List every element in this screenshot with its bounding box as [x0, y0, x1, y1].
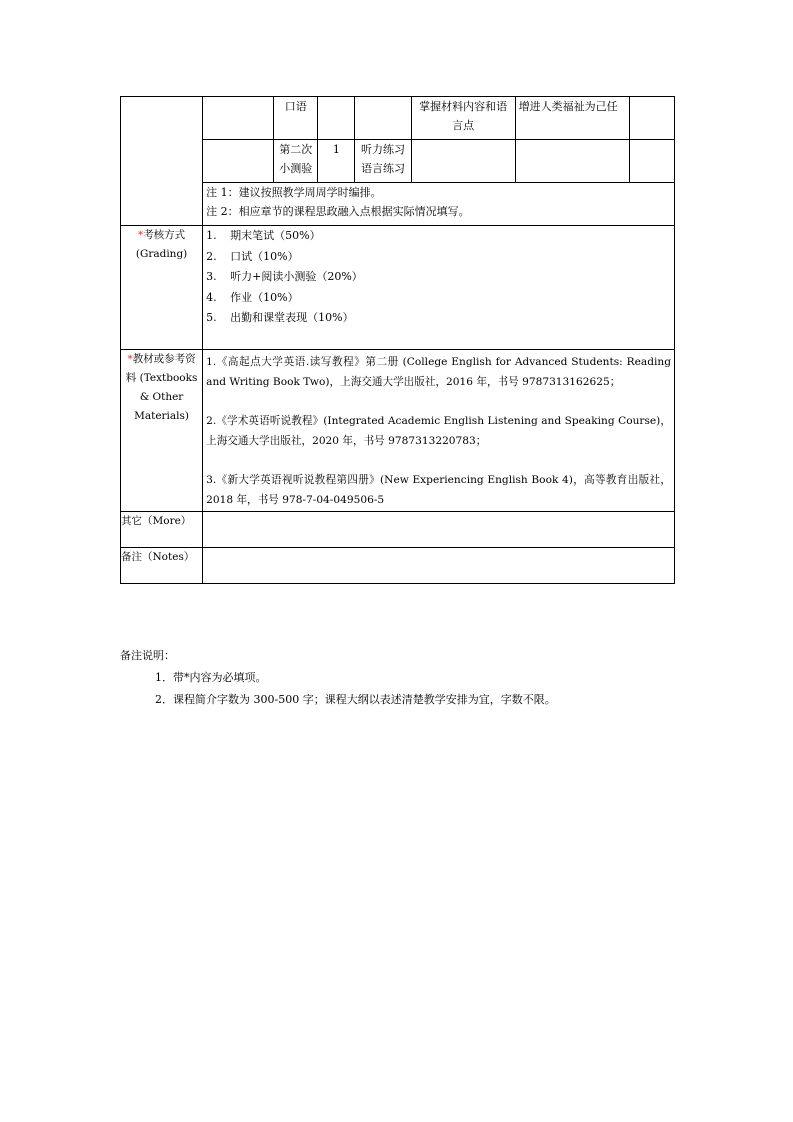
grading-items-cell: [203, 226, 675, 350]
textbooks-label-cell: *教材或参考资 料 (Textbooks & Other Materials): [121, 350, 203, 512]
schedule-note: 注 1：建议按照教学周周学时编排。: [206, 186, 382, 199]
grading-item: 5. 出勤和课堂表现（10%）: [206, 311, 354, 324]
remark-cell: [629, 97, 674, 140]
grading-item: 4. 作业（10%）: [206, 290, 299, 304]
practice-form-cell: [355, 97, 411, 140]
grading-row: [121, 226, 675, 350]
schedule-week-cell: [203, 97, 274, 140]
required-mark: *: [127, 353, 133, 365]
schedule-note: 注 2：相应章节的课程思政融入点根据实际情况填写。: [206, 205, 470, 218]
textbooks-row: [121, 350, 675, 512]
textbook-item: 1.《高起点大学英语.读写教程》第二册 (College English for Advanced Students: Reading and Writing Book Two)，上海交通大学出版社，2016 年，书号 9787313162625；: [206, 356, 671, 388]
more-value-cell: [203, 512, 675, 548]
remarks-item: 2．课程简介字数为 300-500 字；课程大纲以表述清楚教学安排为宜，字数不限。: [155, 693, 556, 706]
textbook-item: 2.《学术英语听说教程》(Integrated Academic English Listening and Speaking Course)，上海交通大学出版社，2020 年，书号 9787313220783；: [206, 415, 671, 447]
ideology-point-cell: [515, 140, 629, 183]
practice-form-cell: 听力练习语言练习: [355, 140, 411, 183]
more-label-cell: 其它（More）: [121, 512, 203, 548]
grading-label-cn: 考核方式: [143, 229, 186, 241]
hours-cell: 1: [318, 140, 355, 183]
schedule-notes-cell: [203, 183, 675, 226]
remark-cell: [629, 140, 674, 183]
teaching-method-cell: 第二次小测验: [274, 140, 318, 183]
hours-cell: [318, 97, 355, 140]
ideology-point-cell: 增进人类福祉为己任: [515, 97, 629, 140]
teaching-method-cell: 口语: [274, 97, 318, 140]
required-mark: *: [137, 229, 144, 241]
remarks-title: 备注说明：: [120, 649, 175, 662]
grading-item: 1. 期末笔试（50%）: [206, 229, 321, 242]
textbooks-list-cell: [203, 350, 675, 512]
schedule-row: [121, 97, 675, 140]
remarks-item: 1．带*内容为必填项。: [155, 671, 267, 684]
course-syllabus-table: [120, 96, 675, 584]
learning-goal-cell: [411, 140, 515, 183]
notes-label-cell: 备注（Notes）: [121, 548, 203, 584]
textbook-item: 3.《新大学英语视听说教程第四册》(New Experiencing English Book 4)，高等教育出版社，2018 年，书号 978-7-04-049506-5: [206, 474, 671, 506]
schedule-row: [121, 140, 675, 183]
schedule-week-cell: [203, 140, 274, 183]
more-row: [121, 512, 675, 548]
grading-item: 3. 听力+阅读小测验（20%）: [206, 270, 363, 283]
grading-item: 2. 口试（10%）: [206, 249, 299, 263]
notes-row: [121, 548, 675, 584]
remarks-section: [120, 645, 556, 711]
grading-label-cell: [121, 226, 203, 350]
grading-label-en: (Grading): [135, 248, 188, 260]
notes-value-cell: [203, 548, 675, 584]
schedule-notes-row: [121, 183, 675, 226]
schedule-label-cell: [121, 97, 203, 226]
learning-goal-cell: 掌握材料内容和语言点: [411, 97, 515, 140]
